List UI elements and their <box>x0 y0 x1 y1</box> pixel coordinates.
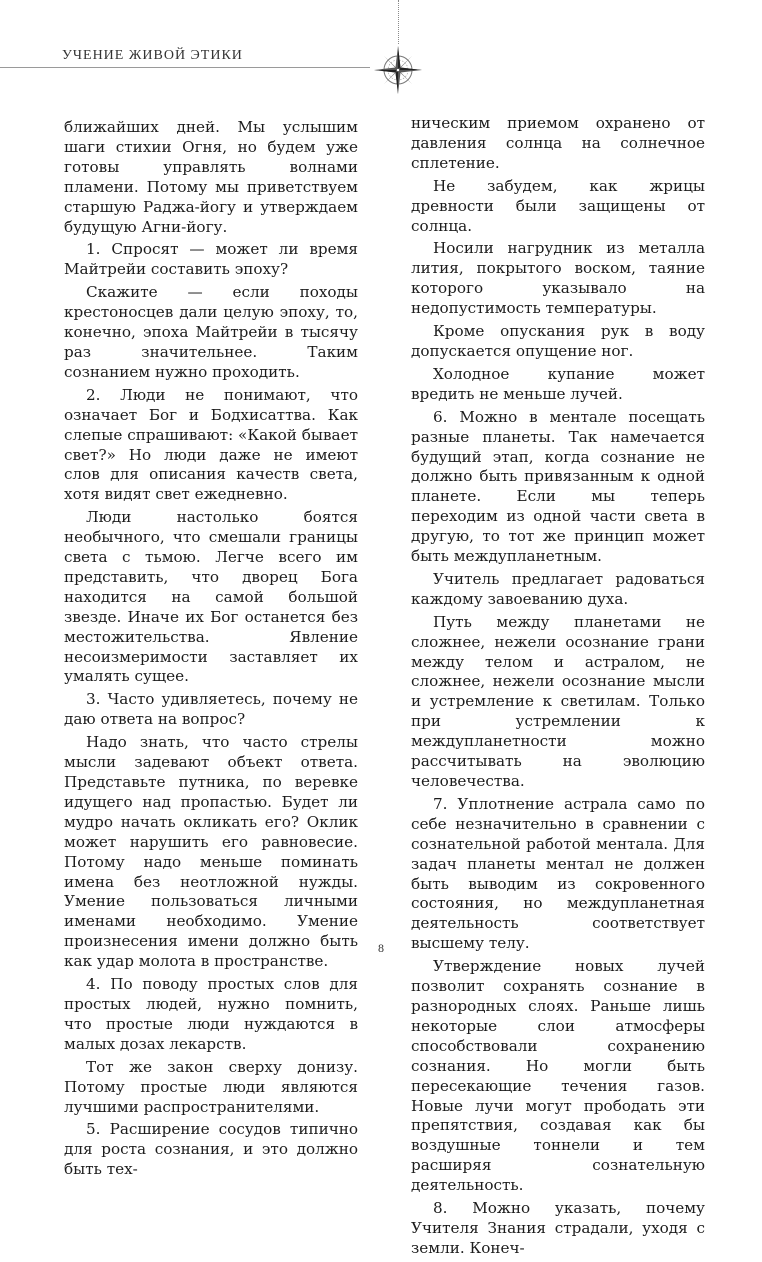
paragraph: Утверждение новых лучей позволит сохранять сознание в разнородных слоях. Раньше лишь некоторые слои атмосферы способствовали сохранению сознания. Но могли быть пересекающие течения газов. Новые лучи могут прободать эти препятствия, создавая как бы воздушные тоннели и тем расширяя сознательную деятельность. <box>411 957 705 1195</box>
vertical-dotted-line <box>398 0 399 44</box>
paragraph: 4. По поводу простых слов для простых людей, нужно помнить, что простые люди нуждаются в малых дозах лекарств. <box>64 975 358 1053</box>
paragraph: Люди настолько боятся необычного, что смешали границы света с тьмою. Легче всего им представить, что дворец Бога находится на самой большой звезде. Иначе их Бог останется без местожительства. Явление несоизмеримости заставляет их умалять сущее. <box>64 508 358 686</box>
paragraph: 8. Можно указать, почему Учителя Знания страдали, уходя с земли. Конеч- <box>411 1199 705 1257</box>
paragraph: Учитель предлагает радоваться каждому завоеванию духа. <box>411 569 705 608</box>
paragraph: ближайших дней. Мы услышим шаги стихии Огня, но будем уже готовы управлять волнами пламени. Потому мы приветствуем старшую Раджа-йогу и утверждаем будущую Агни-йогу. <box>64 118 358 236</box>
paragraph: Надо знать, что часто стрелы мысли задевают объект ответа. Представьте путника, по веревке идущего над пропастью. Будет ли мудро начать окликать его? Оклик может нарушить его равновесие. Потому надо меньше поминать имена без неотложной нужды. Умение пользоваться личными именами необходимо. Умение произнесения имени должно быть как удар молота в пространстве. <box>64 733 358 971</box>
compass-rose-icon <box>372 44 424 96</box>
paragraph: Носили нагрудник из металла лития, покрытого воском, таяние которого указывало на недопустимость температуры. <box>411 239 705 318</box>
paragraph: 3. Часто удивляетесь, почему не даю ответа на вопрос? <box>64 690 358 729</box>
paragraph: Холодное купание может вредить не меньше лучей. <box>411 364 705 403</box>
running-header-title: УЧЕНИЕ ЖИВОЙ ЭТИКИ <box>62 48 243 63</box>
paragraph: Тот же закон сверху донизу. Потому простые люди являются лучшими распространителями. <box>64 1057 358 1116</box>
right-text-column <box>411 114 705 1262</box>
paragraph: Не забудем, как жрицы древности были защищены от солнца. <box>411 176 705 235</box>
paragraph: Кроме опускания рук в воду допускается опущение ног. <box>411 322 705 360</box>
paragraph: 6. Можно в ментале посещать разные планеты. Так намечается будущий этап, когда сознание не должно быть привязанным к одной планете. Если мы теперь переходим из одной части света в другую, то тот же принцип может быть междупланетным. <box>411 407 705 566</box>
paragraph: Скажите — если походы крестоносцев дали целую эпоху, то, конечно, эпоха Майтрейи в тысячу раз значительнее. Таким сознанием нужно проходить. <box>64 283 358 381</box>
paragraph: 5. Расширение сосудов типично для роста сознания, и это должно быть тех- <box>64 1120 358 1179</box>
header-rule <box>0 67 370 68</box>
paragraph: 2. Люди не понимают, что означает Бог и Бодхисаттва. Как слепые спрашивают: «Какой бывает свет?» Но люди даже не имеют слов для описания качеств света, хотя видят свет ежедневно. <box>64 385 358 504</box>
page-number: 8 <box>378 941 384 955</box>
paragraph: 7. Уплотнение астрала само по себе незначительно в сравнении с сознательной работой ментала. Для задач планеты ментал не должен быть выводим из сокровенного состояния, но междупланетная деятельность соответствует высшему телу. <box>411 794 705 953</box>
left-text-column <box>64 118 358 1183</box>
paragraph: ническим приемом охранено от давления солнца на солнечное сплетение. <box>411 114 705 172</box>
paragraph: Путь между планетами не сложнее, нежели осознание грани между телом и астралом, не сложнее, нежели осознание мысли и устремление к светилам. Только при устремлении к междупланетности можно рассчитывать на эволюцию человечества. <box>411 612 705 790</box>
paragraph: 1. Спросят — может ли время Майтрейи составить эпоху? <box>64 240 358 279</box>
